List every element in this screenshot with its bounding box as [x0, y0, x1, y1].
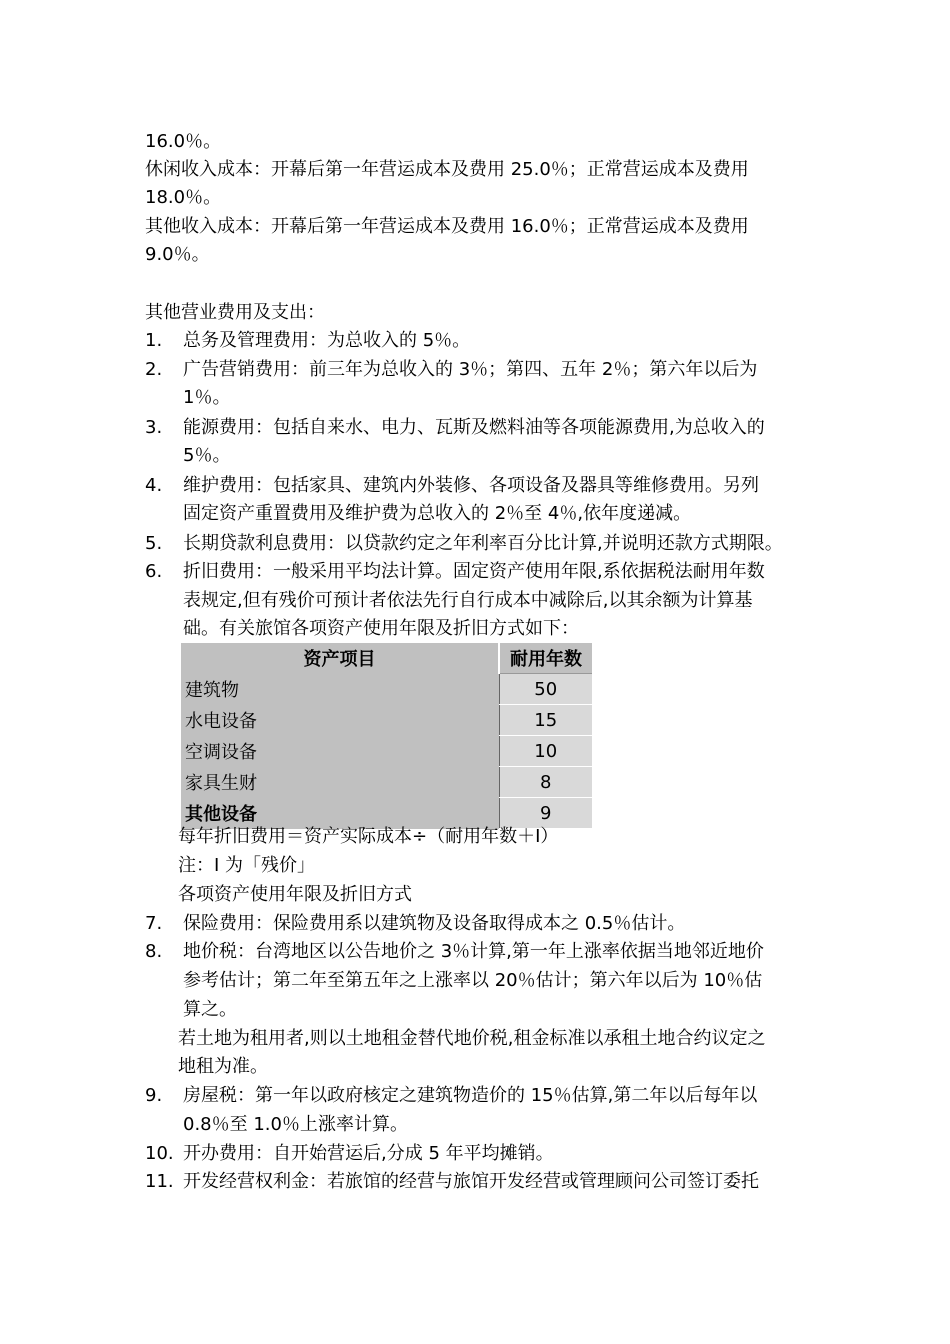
item-text: 长期贷款利息费用：以贷款约定之年利率百分比计算,并说明还款方式期限。 [183, 533, 783, 554]
asset-name: 空调设备 [181, 736, 499, 767]
item-text: 房屋税：第一年以政府核定之建筑物造价的 15％估算,第二年以后每年以 [183, 1085, 758, 1106]
formula-line: 每年折旧费用＝资产实际成本÷（耐用年数＋I） [178, 826, 559, 847]
item-text: 开发经营权利金：若旅馆的经营与旅馆开发经营或管理顾问公司签订委托 [183, 1171, 759, 1192]
item-text: 参考估计；第二年至第五年之上涨率以 20％估计；第六年以后为 10％估 [183, 970, 763, 991]
item-text: 础。有关旅馆各项资产使用年限及折旧方式如下： [183, 618, 579, 639]
note-line: 注：I 为「残价」 [178, 855, 316, 876]
asset-years: 9 [499, 798, 592, 829]
text-line: 地租为准。 [178, 1056, 268, 1077]
item-text: 固定资产重置费用及维护费为总收入的 2％至 4％,依年度递减。 [183, 503, 692, 524]
asset-name: 家具生财 [181, 767, 499, 798]
item-number: 10. [145, 1143, 174, 1164]
item-number: 11. [145, 1171, 174, 1192]
table-row [181, 736, 592, 767]
item-number: 5. [145, 533, 163, 554]
item-text: 保险费用：保险费用系以建筑物及设备取得成本之 0.5％估计。 [183, 913, 686, 934]
item-number: 4. [145, 475, 163, 496]
item-number: 6. [145, 561, 163, 582]
column-header-years: 耐用年数 [499, 643, 592, 674]
table-row [181, 705, 592, 736]
asset-years: 50 [499, 674, 592, 705]
item-text: 1％。 [183, 387, 231, 408]
item-text: 表规定,但有残价可预计者依法先行自行成本中减除后,以其余额为计算基 [183, 590, 753, 611]
caption-line: 各项资产使用年限及折旧方式 [178, 884, 412, 905]
asset-years: 15 [499, 705, 592, 736]
item-text: 广告营销费用：前三年为总收入的 3％；第四、五年 2％；第六年以后为 [183, 359, 758, 380]
table-row [181, 767, 592, 798]
item-text: 开办费用：自开始营运后,分成 5 年平均摊销。 [183, 1143, 554, 1164]
item-text: 总务及管理费用：为总收入的 5％。 [183, 330, 471, 351]
item-text: 0.8％至 1.0％上涨率计算。 [183, 1114, 408, 1135]
section-title: 其他营业费用及支出： [145, 302, 325, 323]
item-text: 算之。 [183, 999, 237, 1020]
item-number: 7. [145, 913, 163, 934]
asset-years: 10 [499, 736, 592, 767]
text-line: 16.0％。 [145, 131, 222, 152]
text-line: 18.0％。 [145, 187, 222, 208]
item-text: 维护费用：包括家具、建筑内外装修、各项设备及器具等维修费用。另列 [183, 475, 759, 496]
item-text: 折旧费用：一般采用平均法计算。固定资产使用年限,系依据税法耐用年数 [183, 561, 765, 582]
asset-life-table [181, 643, 592, 829]
asset-name: 建筑物 [181, 674, 499, 705]
asset-name: 水电设备 [181, 705, 499, 736]
item-number: 9. [145, 1085, 163, 1106]
item-number: 3. [145, 417, 163, 438]
text-line: 其他收入成本：开幕后第一年营运成本及费用 16.0％；正常营运成本及费用 [145, 216, 749, 237]
item-text: 能源费用：包括自来水、电力、瓦斯及燃料油等各项能源费用,为总收入的 [183, 417, 765, 438]
table-header-row [181, 643, 592, 674]
column-header-asset: 资产项目 [181, 643, 499, 674]
item-number: 8. [145, 941, 163, 962]
item-text: 地价税：台湾地区以公告地价之 3％计算,第一年上涨率依据当地邻近地价 [183, 941, 764, 962]
asset-years: 8 [499, 767, 592, 798]
table-row [181, 674, 592, 705]
asset-name: 其他设备 [181, 798, 499, 829]
item-number: 2. [145, 359, 163, 380]
item-number: 1. [145, 330, 163, 351]
text-line: 9.0％。 [145, 244, 210, 265]
item-text: 5％。 [183, 445, 231, 466]
text-line: 休闲收入成本：开幕后第一年营运成本及费用 25.0％；正常营运成本及费用 [145, 159, 749, 180]
text-line: 若土地为租用者,则以土地租金替代地价税,租金标准以承租土地合约议定之 [178, 1028, 766, 1049]
